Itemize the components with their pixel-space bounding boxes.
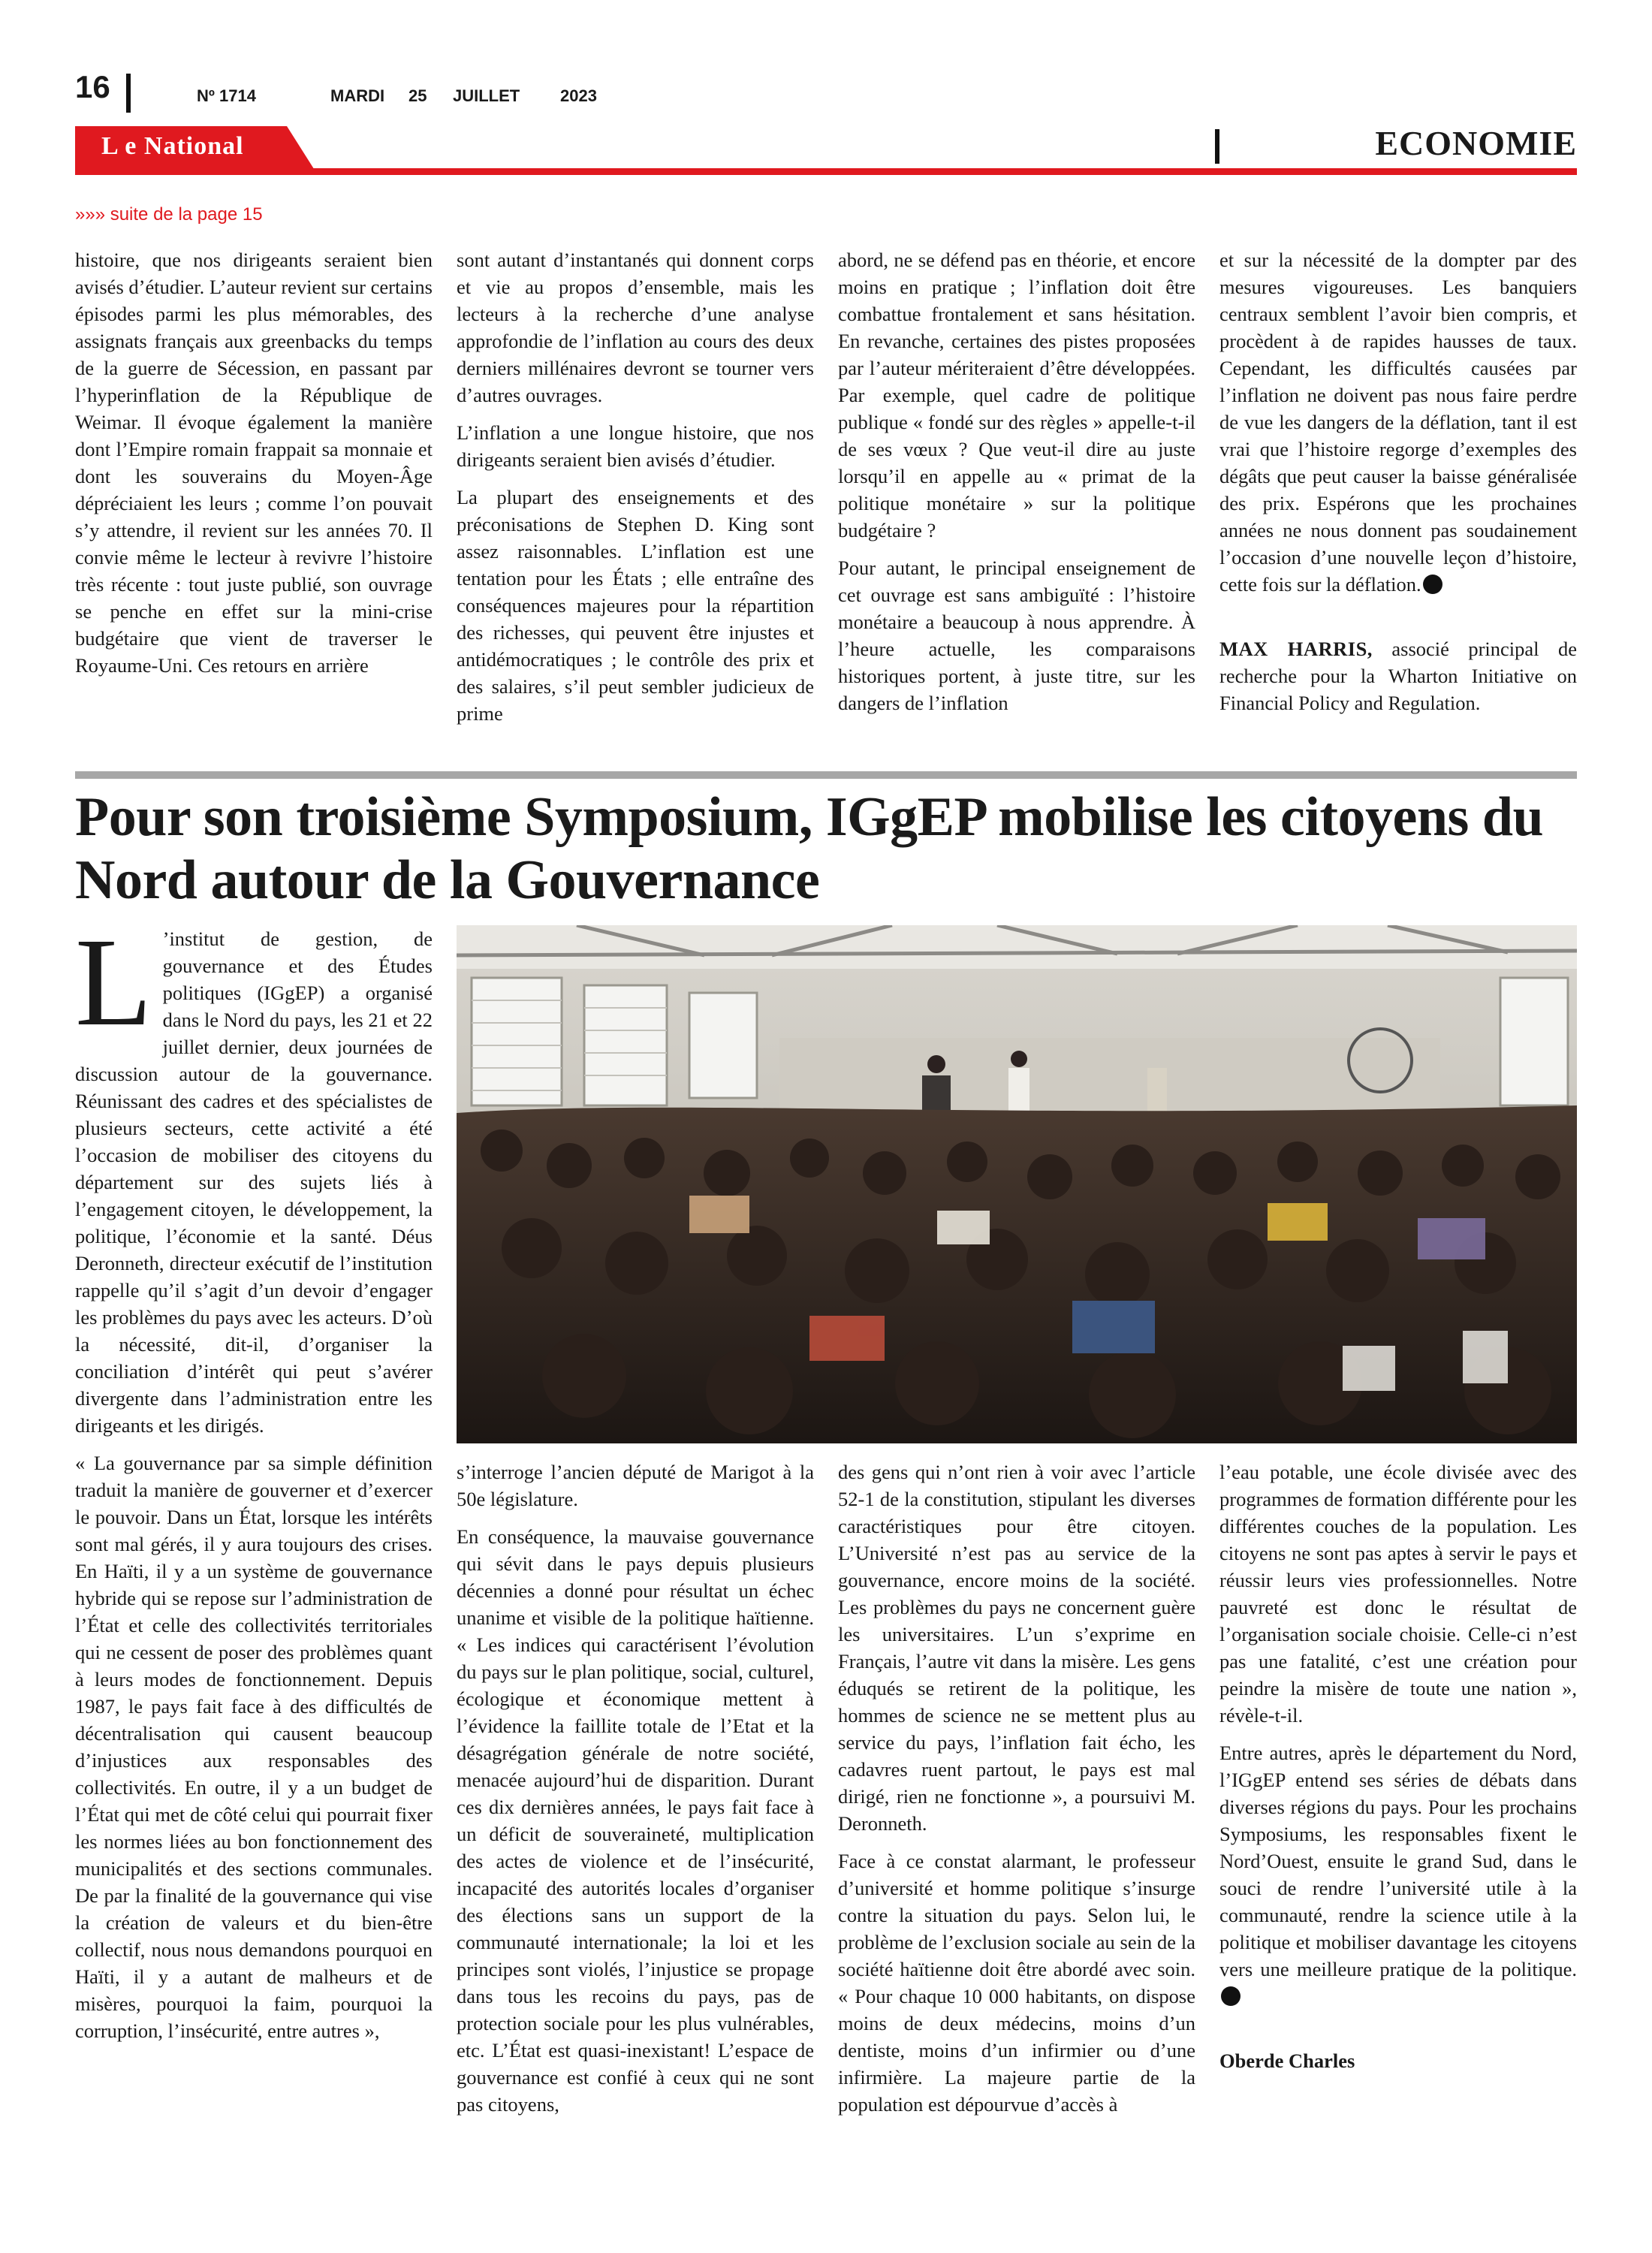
- drop-cap: L: [75, 912, 152, 1052]
- paragraph-text: Entre autres, après le département du Nord, l’IGgEP entend ses séries de débats dans diverses régions du pays. Pour les prochains Symposiums, les responsables fixent le Nord’Ouest, ensuite le grand Sud, dans le souci de rendre l’université utile à la communauté, rendre la science utile à la politique et mobiliser davantage les citoyens vers une meilleure pratique de la politique.: [1219, 1742, 1577, 1980]
- end-mark-icon: [1423, 575, 1442, 594]
- top-article-column-4: [1219, 246, 1577, 716]
- paragraph: La plupart des enseignements et des préconisations de Stephen D. King sont assez raisonnables. L’inflation est une tentation pour les États ; elle entraîne des conséquences majeures pour la répartition des richesses, qui peuvent être injustes et antidémocratiques ; le contrôle des prix et des salaires, s’il peut sembler judicieux de prime: [457, 486, 814, 725]
- top-article-column-1: [75, 246, 433, 679]
- issue-date: 25: [408, 86, 427, 105]
- author-credit: [1219, 635, 1577, 716]
- page-number: 16: [75, 69, 110, 104]
- paragraph: En conséquence, la mauvaise gouvernance qui sévit dans le pays depuis plusieurs décennies a donné pour résultat un échec unanime et visible de la politique haïtienne. « Les indices qui caractérisent l’évolution du pays sur le plan politique, social, culturel, écologique et économique mettent à l’évidence la faillite totale de l’Etat et la désagrégation générale de notre société, menacée aujourd’hui de disparition. Durant ces dix dernières années, le pays fait face à un déficit de souveraineté, multiplication des actes de violence et de l’insécurité, incapacité des autorités locales d’organiser des élections sans un support de la communauté internationale; la loi et les principes sont violés, l’injustice se propage dans tous les recoins du pays, pas de protection sociale pour les plus vulnérables, etc. L’État est quasi-inexistant! L’espace de gouvernance est confié à ceux qui ne sont pas citoyens,: [457, 1525, 814, 2116]
- section-title: ECONOMIE: [1375, 124, 1577, 162]
- paragraph: « La gouvernance par sa simple définition traduit la manière de gouverner et d’exercer le pouvoir. Dans un État, lorsque les intérêts sont mal gérés, il y aura toujours des crises. En Haïti, il y a un système de gouvernance hybride qui se repose sur l’administration de l’État et celle des collectivités territoriales qui ne cessent de poser des problèmes quant à leurs modes de fonctionnement. Depuis 1987, le pays fait face à des difficultés de décentralisation qui causent beaucoup d’injustices aux responsables des collectivités. En outre, il y a un budget de l’État qui met de côté celui qui pourrait fixer les normes liées au bon fonctionnement des municipalités et des sections communales. De par la finalité de la gouvernance qui vise la création de valeurs et du bien-être collectif, nous nous demandons pourquoi en Haïti, il y a autant de malheurs et de misères, pourquoi la faim, pourquoi la corruption, l’insécurité, entre autres »,: [75, 1452, 433, 2042]
- paragraph: s’interroge l’ancien député de Marigot à la 50e législature.: [457, 1461, 814, 1510]
- symposium-photo: [457, 925, 1577, 1443]
- byline: Oberde Charles: [1219, 2049, 1355, 2072]
- paragraph: abord, ne se défend pas en théorie, et encore moins en pratique ; l’inflation doit être combattue frontalement et sans hésitation. En revanche, certaines des pistes proposées par l’auteur mériteraient d’être développées. Par exemple, quel cadre de politique publique « fondé sur des règles » appelle-t-il de ses vœux ? Que veut-il dire au juste lorsqu’il en appelle au « primat de la politique monétaire » sur la politique budgétaire ?: [838, 249, 1195, 541]
- issue-day: MARDI: [330, 86, 385, 105]
- paragraph: des gens qui n’ont rien à voir avec l’article 52-1 de la constitution, stipulant les diverses caractéristiques pour être citoyen. L’Université n’est pas au service de la gouvernance, encore moins de la société. Les problèmes du pays ne concernent guère les universitaires. L’un s’exprime en Français, l’autre vit dans la misère. Les gens éduqués se retirent de la politique, les hommes de science ne se mettent plus au service du pays, l’inflation fait écho, les cadavres ruent partout, le pays est mal dirigé, rien ne fonctionne », a poursuivi M. Deronneth.: [838, 1461, 1195, 1835]
- paragraph: l’eau potable, une école divisée avec des programmes de formation différente pour les différentes couches de la population. Les citoyens ne sont pas aptes à servir le pays et réussir leurs vies professionnelles. Notre pauvreté est donc le résultat de l’organisation sociale choisie. Celle-ci n’est pas une fatalité, c’est une création pour peindre la misère de toute une nation », révèle-t-il.: [1219, 1461, 1577, 1727]
- issue-year: 2023: [560, 86, 597, 105]
- article-column-3: [838, 1458, 1195, 2118]
- folio-divider: [126, 74, 131, 113]
- paragraph: histoire, que nos dirigeants seraient bien avisés d’étudier. L’auteur revient sur certains épisodes parmi les plus mémorables, des assignats français aux greenbacks du temps de la guerre de Sécession, en passant par l’hyperinflation de la République de Weimar. Il évoque également la manière dont l’Empire romain frappait sa monnaie et dont les souverains du Moyen-Âge dépréciaient les leurs ; comme l’on pouvait s’y attendre, il revient sur les années 70. Il convie même le lecteur à revivre l’histoire très récente : tout juste publié, son ouvrage se penche en effet sur la mini-crise budgétaire que vient de traverser le Royaume-Uni. Ces retours en arrière: [75, 249, 433, 677]
- author-bio: associé principal de recherche pour la Wharton Initiative on Financial Policy and Regulation.: [1219, 638, 1577, 714]
- paragraph: sont autant d’instantanés qui donnent corps et vie au propos d’ensemble, mais les lecteurs à la recherche d’une analyse approfondie de l’inflation au cours des deux derniers millénaires devront se tourner vers d’autres ouvrages.: [457, 249, 814, 406]
- top-article-column-3: [838, 246, 1195, 716]
- article-column-2: [457, 1458, 814, 2118]
- paragraph: Pour autant, le principal enseignement de cet ouvrage est sans ambiguïté : l’histoire monétaire a beaucoup à nous apprendre. À l’heure actuelle, les comparaisons historiques portent, à juste titre, sur les dangers de l’inflation: [838, 556, 1195, 714]
- article-column-1: [75, 912, 433, 2044]
- issue-number: Nº 1714: [197, 86, 256, 105]
- pull-paragraph: L’inflation a une longue histoire, que nos dirigeants seraient bien avisés d’étudier.: [457, 421, 814, 471]
- top-article-column-2: [457, 246, 814, 727]
- continued-from: »»» suite de la page 15: [75, 204, 263, 225]
- paragraph: Face à ce constat alarmant, le professeur d’université et homme politique s’insurge contre la situation du pays. Selon lui, le problème de l’exclusion sociale au sein de la société haïtienne doit être abordé avec soin. « Pour chaque 10 000 habitants, on dispose moins de deux médecins, moins d’un dentiste, moins d’un infirmier ou d’une infirmière. La majeure partie de la population est dépourvue d’accès à: [838, 1850, 1195, 2116]
- author-name: MAX HARRIS,: [1219, 638, 1373, 660]
- article-headline: Pour son troisième Symposium, IGgEP mobilise les citoyens du Nord autour de la Gouvernance: [75, 786, 1544, 911]
- publication-name: L e National: [101, 132, 244, 160]
- end-mark-icon: [1221, 1986, 1241, 2006]
- paragraph: [1219, 246, 1577, 598]
- paragraph-text: et sur la nécessité de la dompter par des mesures vigoureuses. Les banquiers centraux semblent l’avoir bien compris, et procèdent à de rapides hausses de taux. Cependant, les difficultés causées par l’inflation ne doivent pas nous faire perdre de vue les dangers de la déflation, tant il est vrai que l’histoire regorge d’exemples des dégâts que peut causer la baisse généralisée des prix. Espérons que les prochaines années ne nous donnent pas soudainement l’occasion d’une nouvelle leçon d’histoire, cette fois sur la déflation.: [1219, 249, 1577, 596]
- paragraph: [1219, 1739, 1577, 2010]
- article-divider: [75, 771, 1577, 779]
- issue-month: JUILLET: [453, 86, 520, 105]
- lead-paragraph: [75, 912, 433, 1439]
- header-rule: [75, 168, 1577, 175]
- lead-text: ’institut de gestion, de gouvernance et des Études politiques (IGgEP) a organisé dans le Nord du pays, les 21 et 22 juillet dernier, deux journées de discussion autour de la gouvernance. Réunissant des cadres et des spécialistes de plusieurs secteurs, cette activité a été l’occasion de mobiliser des citoyens du département sur des sujets liés à l’engagement citoyen, le développement, la politique, l’économie et la santé. Déus Deronneth, directeur exécutif de l’institution rappelle qu’il s’agit d’un devoir d’engager les problèmes du pays avec les acteurs. D’où la nécessité, dit-il, d’organiser la conciliation d’intérêt qui peut s’avérer divergente dans l’administration entre les dirigeants et les dirigés.: [75, 927, 433, 1437]
- section-divider: [1215, 129, 1219, 164]
- article-column-4: [1219, 1458, 1577, 2074]
